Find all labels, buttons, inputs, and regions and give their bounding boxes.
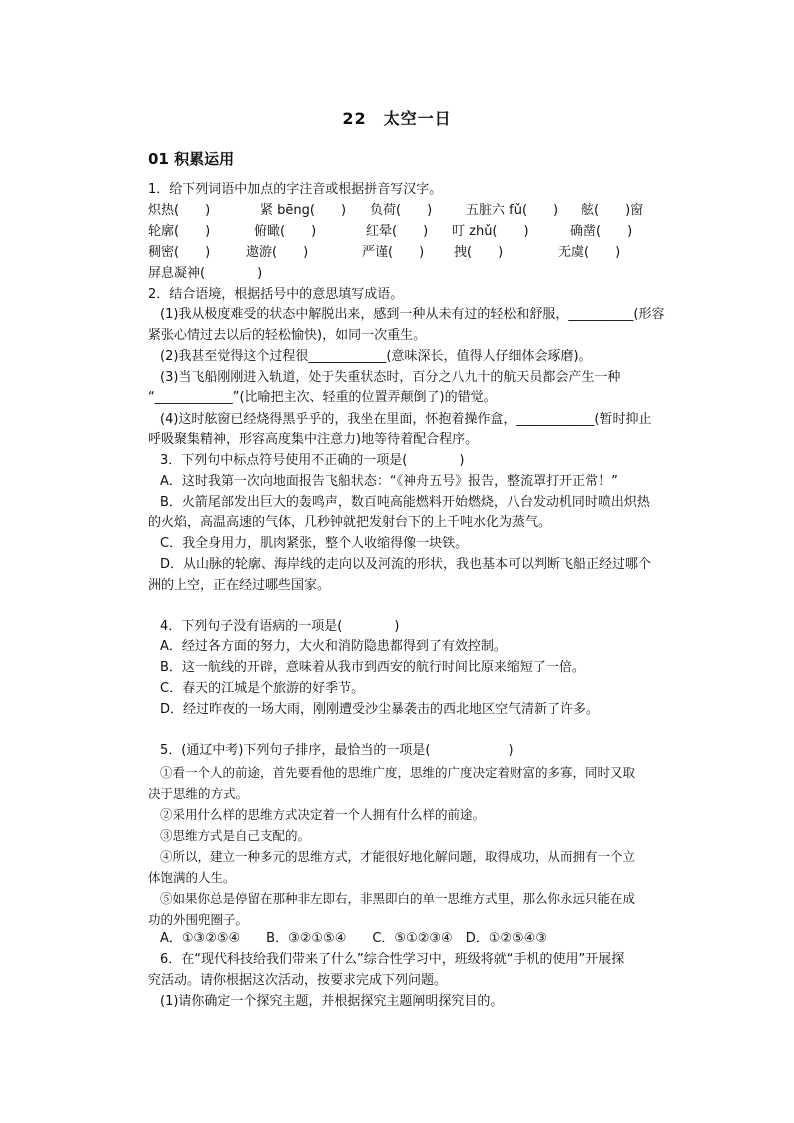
q5-sentence-1: ①看一个人的前途，首先要看他的思维广度，思维的广度决定着财富的多寡，同时又取 <box>160 765 636 780</box>
q3-option-a: A．这时我第一次向地面报告飞船状态：“《神舟五号》报告，整流罩打开正常！” <box>160 474 618 489</box>
q5-sentence-4-cont: 体饱满的人生。 <box>148 870 236 885</box>
q2-s1a: (1)我从极度难受的状态中解脱出来，感到一种从未有过的轻松和舒服，__________(形容 <box>160 307 665 322</box>
q3-option-d: D．从山脉的轮廓、海岸线的走向以及河流的形状，我也基本可以判断飞船正经过哪个 <box>160 557 652 572</box>
q2-s1b: 紧张心情过去以后的轻松愉快)，如同一次重生。 <box>148 328 427 343</box>
q1-stem: 1．给下列词语中加点的字注音或根据拼音写汉字。 <box>148 182 443 197</box>
q3-option-b: B．火箭尾部发出巨大的轰鸣声，数百吨高能燃料开始燃烧，八台发动机同时喷出炽热 <box>160 495 650 510</box>
page-title: 22 太空一日 <box>342 109 452 128</box>
q1-row-4 <box>148 265 262 283</box>
q4-option-b: B．这一航线的开辟，意味着从我市到西安的航行时间比原来缩短了一倍。 <box>160 660 585 675</box>
q3-stem: 3．下列句中标点符号使用不正确的一项是( ) <box>160 453 465 468</box>
q5-sentence-1-cont: 决于思维的方式。 <box>148 786 249 801</box>
vocab-item: 舷( )窗 <box>581 203 644 218</box>
vocab-item: 负荷( ) <box>370 203 433 218</box>
q2-stem: 2．结合语境，根据括号中的意思填写成语。 <box>148 287 404 302</box>
q4-option-c: C．春天的江城是个旅游的好季节。 <box>160 681 365 696</box>
q3-option-c: C．我全身用力，肌肉紧张，整个人收缩得像一块铁。 <box>160 536 469 551</box>
q4-stem: 4．下列句子没有语病的一项是( ) <box>160 619 400 634</box>
q1-row-2 <box>148 223 632 241</box>
q1-row-1 <box>148 202 643 220</box>
vocab-item: 紧 bēng( ) <box>260 203 347 218</box>
vocab-item: 无虞( ) <box>558 245 621 260</box>
q4-option-a: A．经过各方面的努力，大火和消防隐患都得到了有效控制。 <box>160 639 507 654</box>
vocab-item: 炽热( ) <box>148 203 211 218</box>
q6-sub-1: (1)请你确定一个探究主题，并根据探究主题阐明探究目的。 <box>160 994 504 1009</box>
q2-s2: (2)我甚至觉得这个过程很____________(意味深长，值得人仔细体会琢磨)。 <box>160 349 592 364</box>
vocab-item: 严谨( ) <box>362 245 425 260</box>
vocab-item: 拽( ) <box>454 245 504 260</box>
q5-sentence-4: ④所以，建立一种多元的思维方式，才能很好地化解问题，取得成功，从而拥有一个立 <box>160 849 636 864</box>
q5-sentence-3: ③思维方式是自己支配的。 <box>160 828 311 843</box>
vocab-item: 稠密( ) <box>148 245 211 260</box>
q5-sentence-5-cont: 功的外围兜圈子。 <box>148 912 249 927</box>
vocab-item: 红晕( ) <box>366 224 429 239</box>
vocab-item: 叮 zhǔ( ) <box>452 224 529 239</box>
q2-s3a: (3)当飞船刚刚进入轨道，处于失重状态时，百分之八九十的航天员都会产生一种 <box>160 370 621 385</box>
q5-sentence-5: ⑤如果你总是停留在那种非左即右，非黑即白的单一思维方式里，那么你永远只能在成 <box>160 891 636 906</box>
q1-row-3 <box>148 244 620 262</box>
q3-option-d-cont: 洲的上空，正在经过哪些国家。 <box>148 578 331 593</box>
q5-options: A．①③②⑤④ B．③②①⑤④ C．⑤①②③④ D．①②⑤④③ <box>160 931 547 946</box>
q3-option-b-cont: 的火焰，高温高速的气体，几秒钟就把发射台下的上千吨水化为蒸气。 <box>148 515 552 530</box>
q6-stem: 6．在“现代科技给我们带来了什么”综合性学习中，班级将就“手机的使用”开展探 <box>160 952 625 967</box>
q2-s4b: 呼吸聚集精神，形容高度集中注意力)地等待着配合程序。 <box>148 432 479 447</box>
vocab-item: 俯瞰( ) <box>254 224 317 239</box>
q5-sentence-2: ②采用什么样的思维方式决定着一个人拥有什么样的前途。 <box>160 807 486 822</box>
vocab-item: 遨游( ) <box>246 245 309 260</box>
vocab-item: 确凿( ) <box>570 224 633 239</box>
q2-s3b: “____________”(比喻把主次、轻重的位置弄颠倒了)的错觉。 <box>148 390 497 405</box>
vocab-item: 轮廓( ) <box>148 224 211 239</box>
q5-stem: 5．(通辽中考)下列句子排序，最恰当的一项是( ) <box>160 743 514 758</box>
vocab-item: 五脏六 fǔ( ) <box>466 203 559 218</box>
q4-option-d: D．经过昨夜的一场大雨，刚刚遭受沙尘暴袭击的西北地区空气清新了许多。 <box>160 702 600 717</box>
q2-s4a: (4)这时舷窗已经烧得黑乎乎的，我坐在里面，怀抱着操作盒，____________(暂时抑止 <box>160 412 652 427</box>
q6-stem-cont: 究活动。请你根据这次活动，按要求完成下列问题。 <box>148 973 448 988</box>
vocab-item: 屏息凝神( ) <box>148 266 263 281</box>
section-heading: 01 积累运用 <box>148 150 235 168</box>
